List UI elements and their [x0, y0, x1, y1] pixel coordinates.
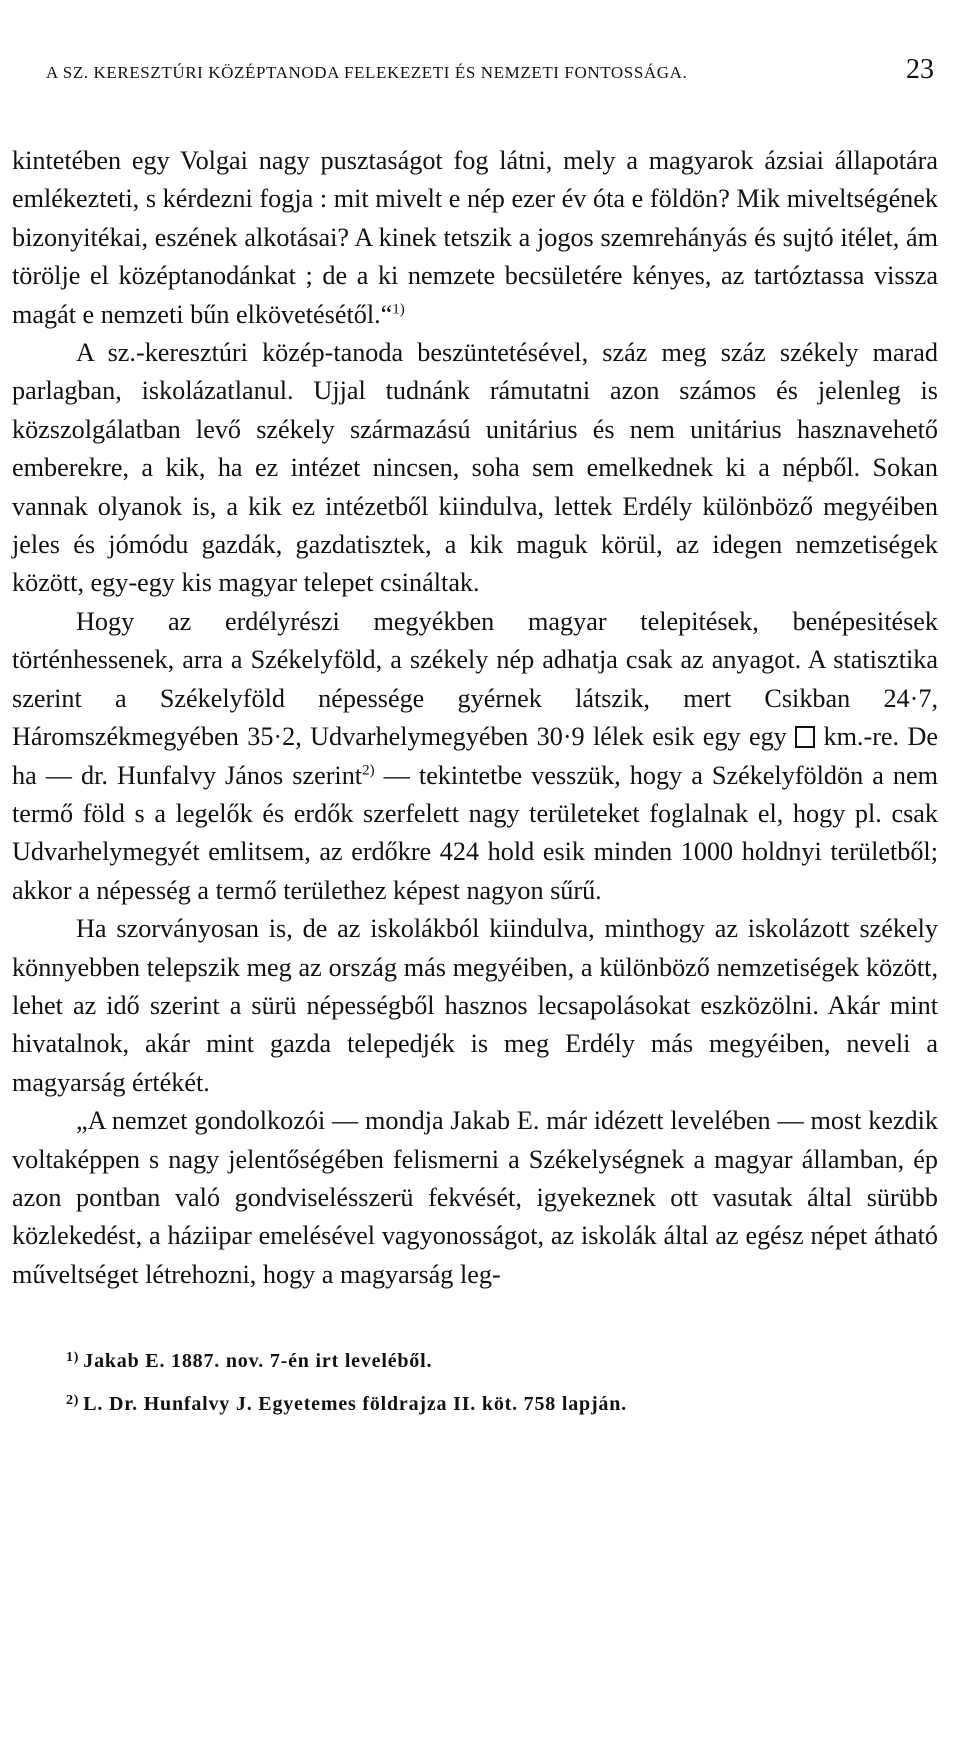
footnote-text: Jakab E. 1887. nov. 7-én irt leveléből.: [83, 1350, 433, 1373]
footnote-mark: 1): [66, 1350, 80, 1366]
paragraph: [12, 142, 938, 334]
body-text: [12, 142, 938, 1294]
page-header: [12, 54, 938, 102]
footnote-ref: 2): [362, 761, 375, 778]
square-symbol-icon: [795, 726, 815, 748]
footnote: [66, 1338, 938, 1381]
footnotes: [12, 1338, 938, 1424]
footnote: [66, 1381, 938, 1424]
paragraph-text: km.-re. De ha — dr. Hunfalvy János szerint: [12, 722, 938, 790]
page-number: 23: [906, 54, 934, 85]
paragraph: [12, 603, 938, 910]
paragraph: Ha szorványosan is, de az iskolákból kiindulva, minthogy az iskolázott székely könnyebben telepszik meg az ország más megyéiben, a különböző nemzetiségek között, lehet az idő szerint a sürü népességből hasznos lecsapolásokat eszközölni. Akár mint hivatalnok, akár mint gazda telepedjék is meg Erdély más megyéiben, neveli a magyarság értékét.: [12, 914, 938, 1097]
paragraph: „A nemzet gondolkozói — mondja Jakab E. már idézett levelében — most kezdik voltaképpen s nagy jelentőségében felismerni a Székelységnek a magyar államban, ép azon pontban való gondviselésszerü fekvését, igyekeznek ott vasutak által sürübb közlekedést, a háziipar emelésével vagyonosságot, az iskolák által az egész népet átható műveltséget létrehozni, hogy a magyarság leg-: [12, 1106, 938, 1289]
footnote-mark: 2): [66, 1393, 80, 1409]
running-head: A SZ. KERESZTÚRI KÖZÉPTANODA FELEKEZETI ÉS NEMZETI FONTOSSÁGA.: [46, 63, 688, 82]
paragraph-text: — tekintetbe vesszük, hogy a Székelyföldön a nem termő föld s a legelők és erdők szerfelett nagy területeket foglalnak el, hogy pl. csak Udvarhelymegyét emlitsem, az erdőkre 424 hold esik minden 1000 holdnyi területből; akkor a népesség a termő területhez képest nagyon sűrű.: [12, 760, 939, 905]
paragraph-text: kintetében egy Volgai nagy pusztaságot fog látni, mely a magyarok ázsiai állapotára emlékezteti, s kérdezni fogja : mit mivelt e nép ezer év óta e földön? Mik miveltségének bizonyitékai, eszének alkotásai? A kinek tetszik a jogos szemrehányás és sujtó itélet, ám törölje el középtanodánkat ; de a ki nemzete becsületére kényes, az tartóztassa vissza magát e nemzeti bűn elkövetésétől.“: [12, 146, 938, 329]
paragraph: A sz.-keresztúri közép-tanoda beszüntetésével, száz meg száz székely marad parlagban, iskolázatlanul. Ujjal tudnánk rámutatni azon számos és jelenleg is közszolgálatban levő székely származású unitárius és nem unitárius hasznavehető emberekre, a kik, ha ez intézet nincsen, soha sem emelkednek ki a népből. Sokan vannak olyanok is, a kik ez intézetből kiindulva, lettek Erdély különböző megyéiben jeles és jómódu gazdák, gazdatisztek, a kik maguk körül, az idegen nemzetiségek között, egy-egy kis magyar telepet csináltak.: [12, 338, 938, 598]
footnote-text: L. Dr. Hunfalvy J. Egyetemes földrajza II. köt. 758 lapján.: [83, 1393, 627, 1416]
paragraph-text: Hogy az erdélyrészi megyékben magyar telepitések, benépesitések történhessenek, arra a Székelyföld, a székely nép adhatja csak az anyagot. A statisztika szerint a Székelyföld népessége gyérnek látszik, mert Csikban 24·7, Háromszékmegyében 35·2, Udvarhelymegyében 30·9 lélek esik egy egy: [12, 606, 938, 752]
footnote-ref: 1): [392, 300, 405, 317]
